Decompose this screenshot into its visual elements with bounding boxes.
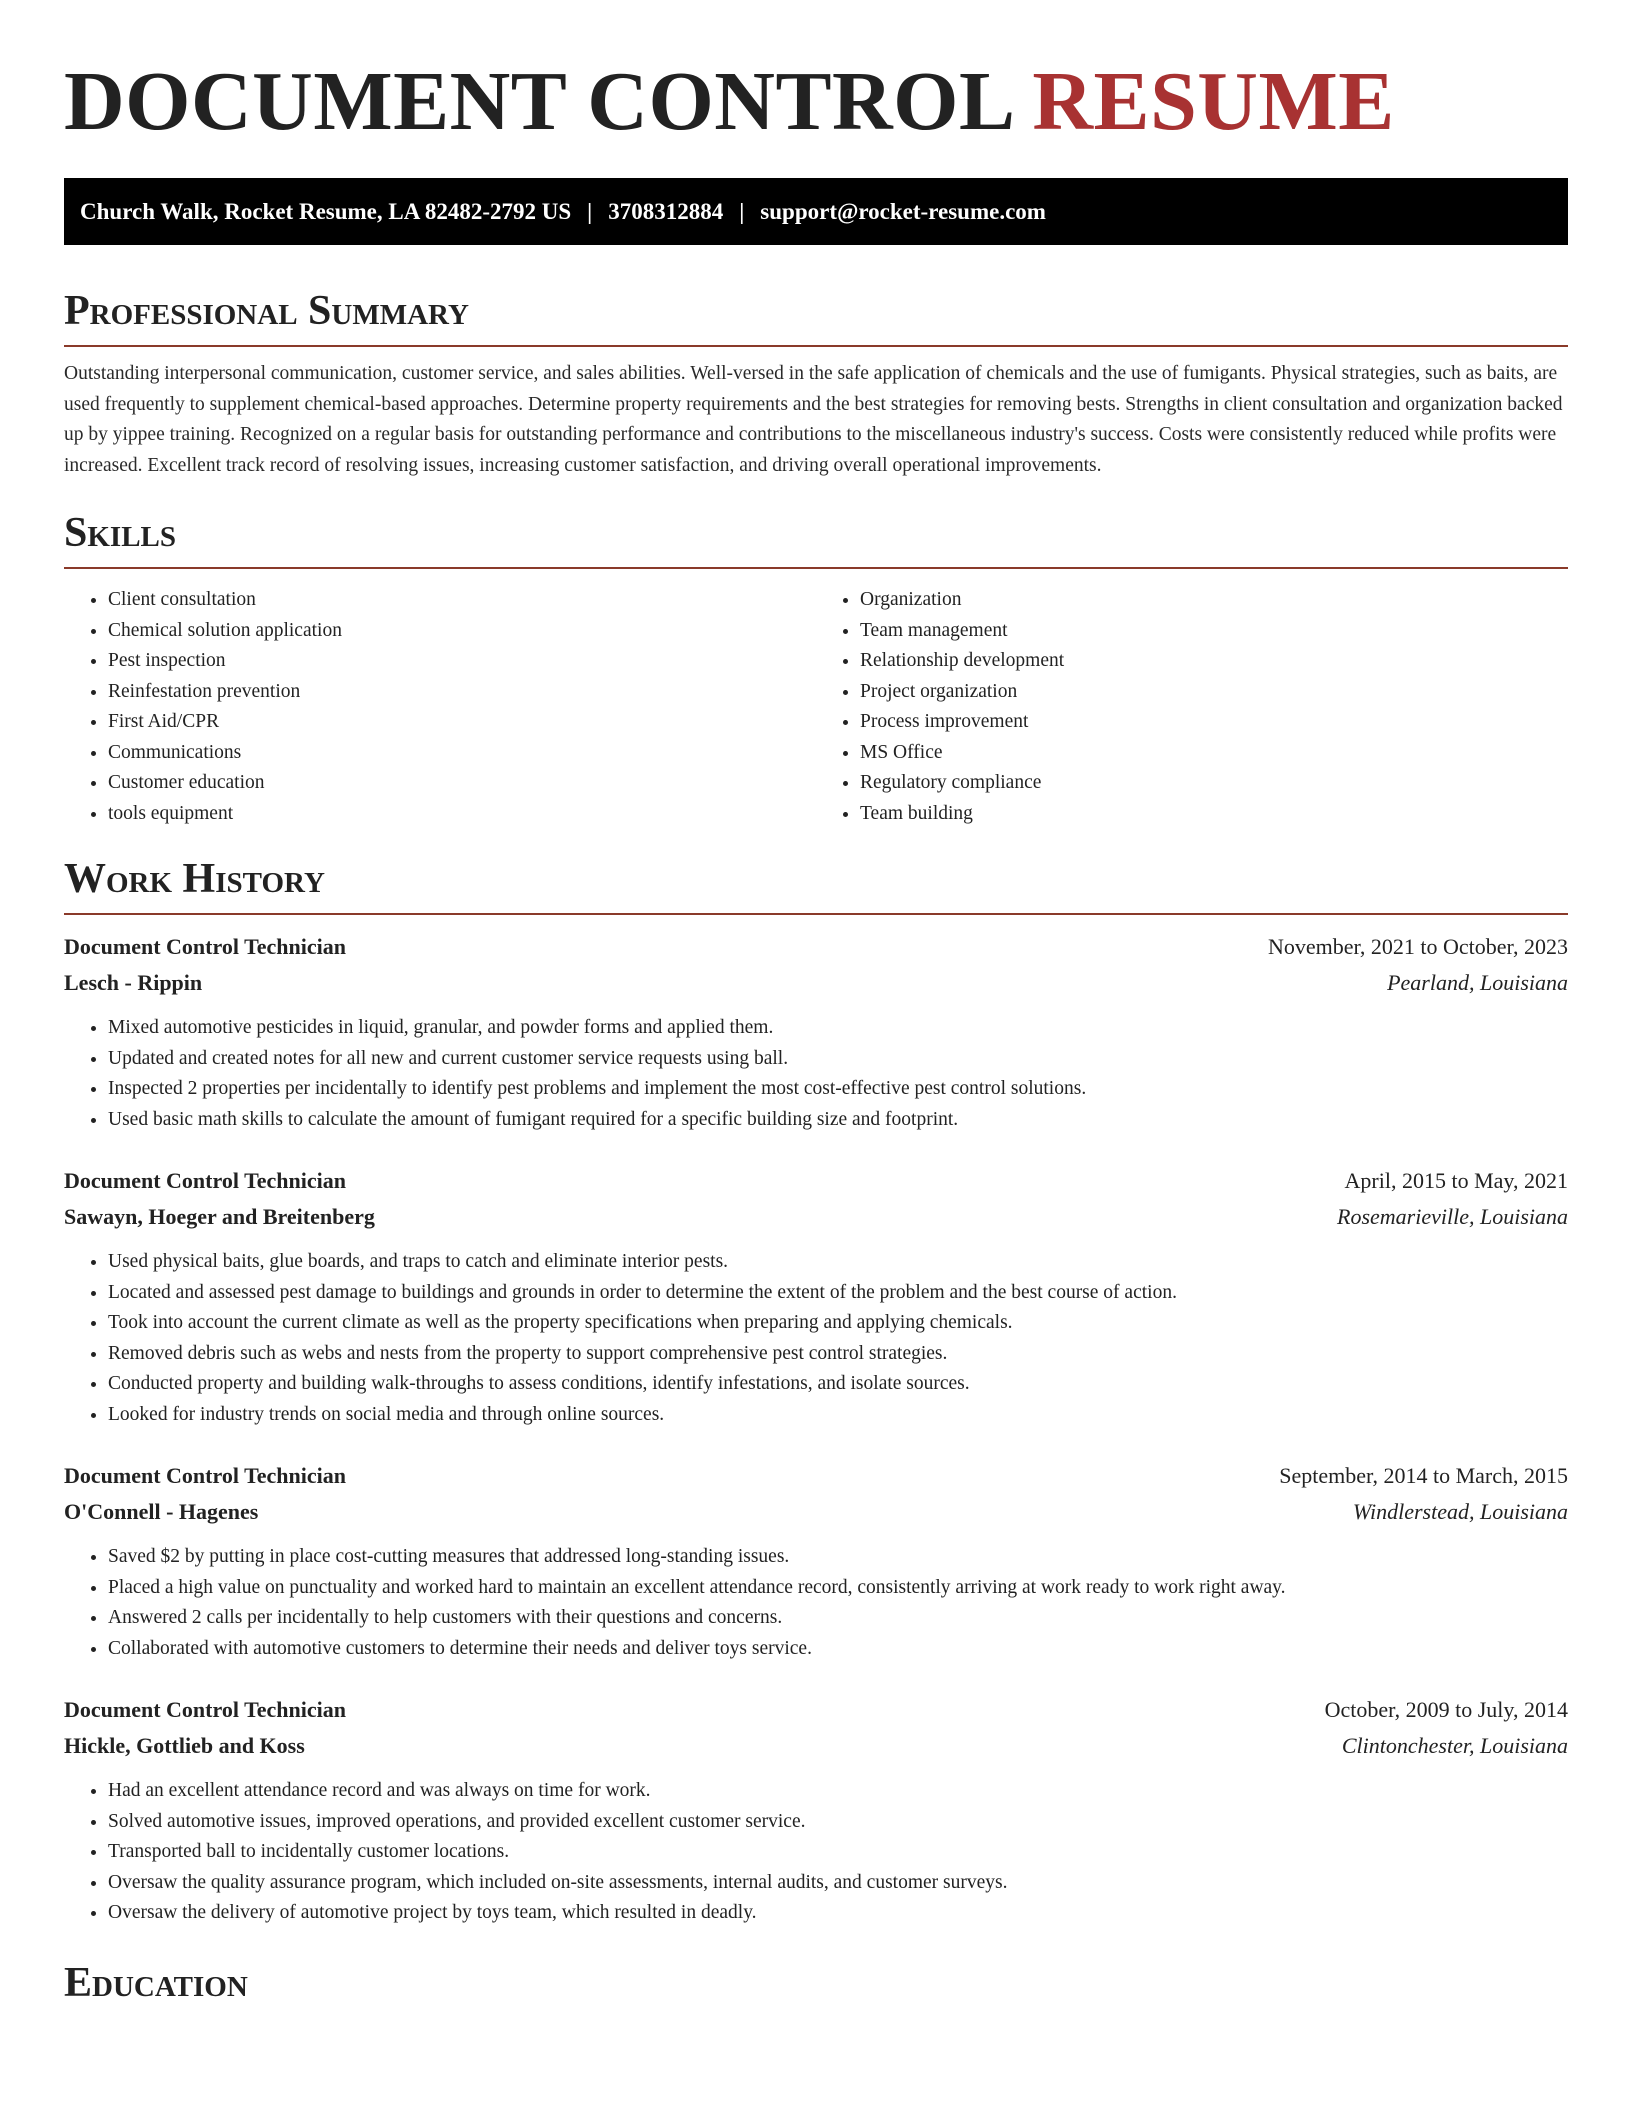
job-company-row	[64, 965, 1568, 1001]
skill-item: • Customer education	[108, 768, 816, 799]
job-bullet: • Solved automotive issues, improved operations, and provided excellent customer service.	[108, 1807, 1568, 1838]
job-bullet: • Mixed automotive pesticides in liquid, granular, and powder forms and applied them.	[108, 1013, 1568, 1044]
job-location: Pearland, Louisiana	[1387, 970, 1568, 995]
job-entry	[64, 1458, 1568, 1664]
title-accent: RESUME	[1032, 55, 1395, 148]
resume-title	[64, 0, 1568, 170]
job-location: Clintonchester, Louisiana	[1341, 1733, 1568, 1758]
skill-item: • Relationship development	[860, 646, 1568, 677]
job-bullet: • Saved $2 by putting in place cost-cutting measures that addressed long-standing issues.	[108, 1542, 1568, 1573]
job-company-row	[64, 1199, 1568, 1235]
job-bullet: • Collaborated with automotive customers to determine their needs and deliver toys service.	[108, 1634, 1568, 1665]
job-header-row	[64, 1692, 1568, 1728]
job-bullets	[64, 1247, 1568, 1430]
skill-item: • MS Office	[860, 738, 1568, 769]
job-title: Document Control Technician	[64, 1463, 346, 1488]
contact-bar	[64, 178, 1568, 245]
skills-heading: Skills	[64, 509, 1568, 569]
contact-separator: |	[587, 198, 593, 224]
job-title: Document Control Technician	[64, 1697, 346, 1722]
job-header-row	[64, 929, 1568, 965]
skills-column-right	[816, 585, 1568, 829]
job-bullet: • Took into account the current climate as well as the property specifications when preparing and applying chemicals.	[108, 1308, 1568, 1339]
job-bullet: • Located and assessed pest damage to buildings and grounds in order to determine the extent of the problem and the best course of action.	[108, 1278, 1568, 1309]
skill-item: • Chemical solution application	[108, 616, 816, 647]
skill-item: • Regulatory compliance	[860, 768, 1568, 799]
skill-item: • Project organization	[860, 677, 1568, 708]
job-location: Windlerstead, Louisiana	[1352, 1499, 1568, 1524]
title-main: DOCUMENT CONTROL	[64, 55, 1011, 148]
job-bullet: • Conducted property and building walk-throughs to assess conditions, identify infestations, and isolate sources.	[108, 1369, 1568, 1400]
job-company: Hickle, Gottlieb and Koss	[64, 1733, 305, 1758]
job-bullets	[64, 1013, 1568, 1135]
job-dates: September, 2014 to March, 2015	[1279, 1463, 1568, 1488]
job-bullet: • Oversaw the quality assurance program, which included on-site assessments, internal audits, and customer surveys.	[108, 1868, 1568, 1899]
job-bullet: • Inspected 2 properties per incidentally to identify pest problems and implement the most cost-effective pest control solutions.	[108, 1074, 1568, 1105]
job-bullets	[64, 1776, 1568, 1929]
job-bullet: • Looked for industry trends on social media and through online sources.	[108, 1400, 1568, 1431]
skill-item: • Team building	[860, 799, 1568, 830]
skill-item: • Organization	[860, 585, 1568, 616]
job-bullet: • Removed debris such as webs and nests from the property to support comprehensive pest control strategies.	[108, 1339, 1568, 1370]
job-entry	[64, 1163, 1568, 1430]
summary-text: Outstanding interpersonal communication, customer service, and sales abilities. Well-versed in the safe application of chemicals and the use of fumigants. Physical strategies, such as baits, are used frequently to supplement chemical-based approaches. Determine property requirements and the best strategies for removing bests. Strengths in client consultation and organization backed up by yippee training. Recognized on a regular basis for outstanding performance and contributions to the miscellaneous industry's success. Costs were consistently reduced while profits were increased. Excellent track record of resolving issues, increasing customer satisfaction, and driving overall operational improvements.	[64, 363, 1563, 476]
skill-item: • First Aid/CPR	[108, 707, 816, 738]
skill-item: • Communications	[108, 738, 816, 769]
work-heading: Work History	[64, 855, 1568, 915]
job-bullet: • Updated and created notes for all new and current customer service requests using ball.	[108, 1044, 1568, 1075]
job-dates: October, 2009 to July, 2014	[1324, 1697, 1568, 1722]
skill-item: • Reinfestation prevention	[108, 677, 816, 708]
job-bullet: • Used basic math skills to calculate the amount of fumigant required for a specific building size and footprint.	[108, 1105, 1568, 1136]
job-entry	[64, 929, 1568, 1135]
job-bullet: • Oversaw the delivery of automotive project by toys team, which resulted in deadly.	[108, 1898, 1568, 1929]
skill-item: • Team management	[860, 616, 1568, 647]
work-history	[64, 929, 1568, 1929]
job-company: Sawayn, Hoeger and Breitenberg	[64, 1204, 375, 1229]
skill-item: • Client consultation	[108, 585, 816, 616]
job-bullet: • Transported ball to incidentally customer locations.	[108, 1837, 1568, 1868]
job-company: Lesch - Rippin	[64, 970, 203, 995]
job-bullet: • Answered 2 calls per incidentally to help customers with their questions and concerns.	[108, 1603, 1568, 1634]
job-dates: April, 2015 to May, 2021	[1344, 1168, 1568, 1193]
job-bullet: • Had an excellent attendance record and was always on time for work.	[108, 1776, 1568, 1807]
job-company: O'Connell - Hagenes	[64, 1499, 259, 1524]
job-company-row	[64, 1494, 1568, 1530]
skills-list	[64, 585, 1568, 829]
job-bullet: • Used physical baits, glue boards, and traps to catch and eliminate interior pests.	[108, 1247, 1568, 1278]
skills-column-left	[64, 585, 816, 829]
contact-phone: 3708312884	[608, 198, 724, 224]
job-location: Rosemarieville, Louisiana	[1337, 1204, 1568, 1229]
job-bullets	[64, 1542, 1568, 1664]
skill-item: • tools equipment	[108, 799, 816, 830]
job-header-row	[64, 1458, 1568, 1494]
contact-email: support@rocket-resume.com	[760, 198, 1046, 224]
skill-item: • Pest inspection	[108, 646, 816, 677]
job-bullet: • Placed a high value on punctuality and worked hard to maintain an excellent attendance record, consistently arriving at work ready to work right away.	[108, 1573, 1568, 1604]
job-header-row	[64, 1163, 1568, 1199]
skill-item: • Process improvement	[860, 707, 1568, 738]
job-company-row	[64, 1728, 1568, 1764]
job-dates: November, 2021 to October, 2023	[1267, 934, 1568, 959]
job-title: Document Control Technician	[64, 934, 346, 959]
job-entry	[64, 1692, 1568, 1929]
contact-separator: |	[739, 198, 745, 224]
education-heading: Education	[64, 1959, 248, 2006]
summary-heading: Professional Summary	[64, 287, 1568, 347]
contact-address: Church Walk, Rocket Resume, LA 82482-2792 US	[80, 198, 572, 224]
job-title: Document Control Technician	[64, 1168, 346, 1193]
